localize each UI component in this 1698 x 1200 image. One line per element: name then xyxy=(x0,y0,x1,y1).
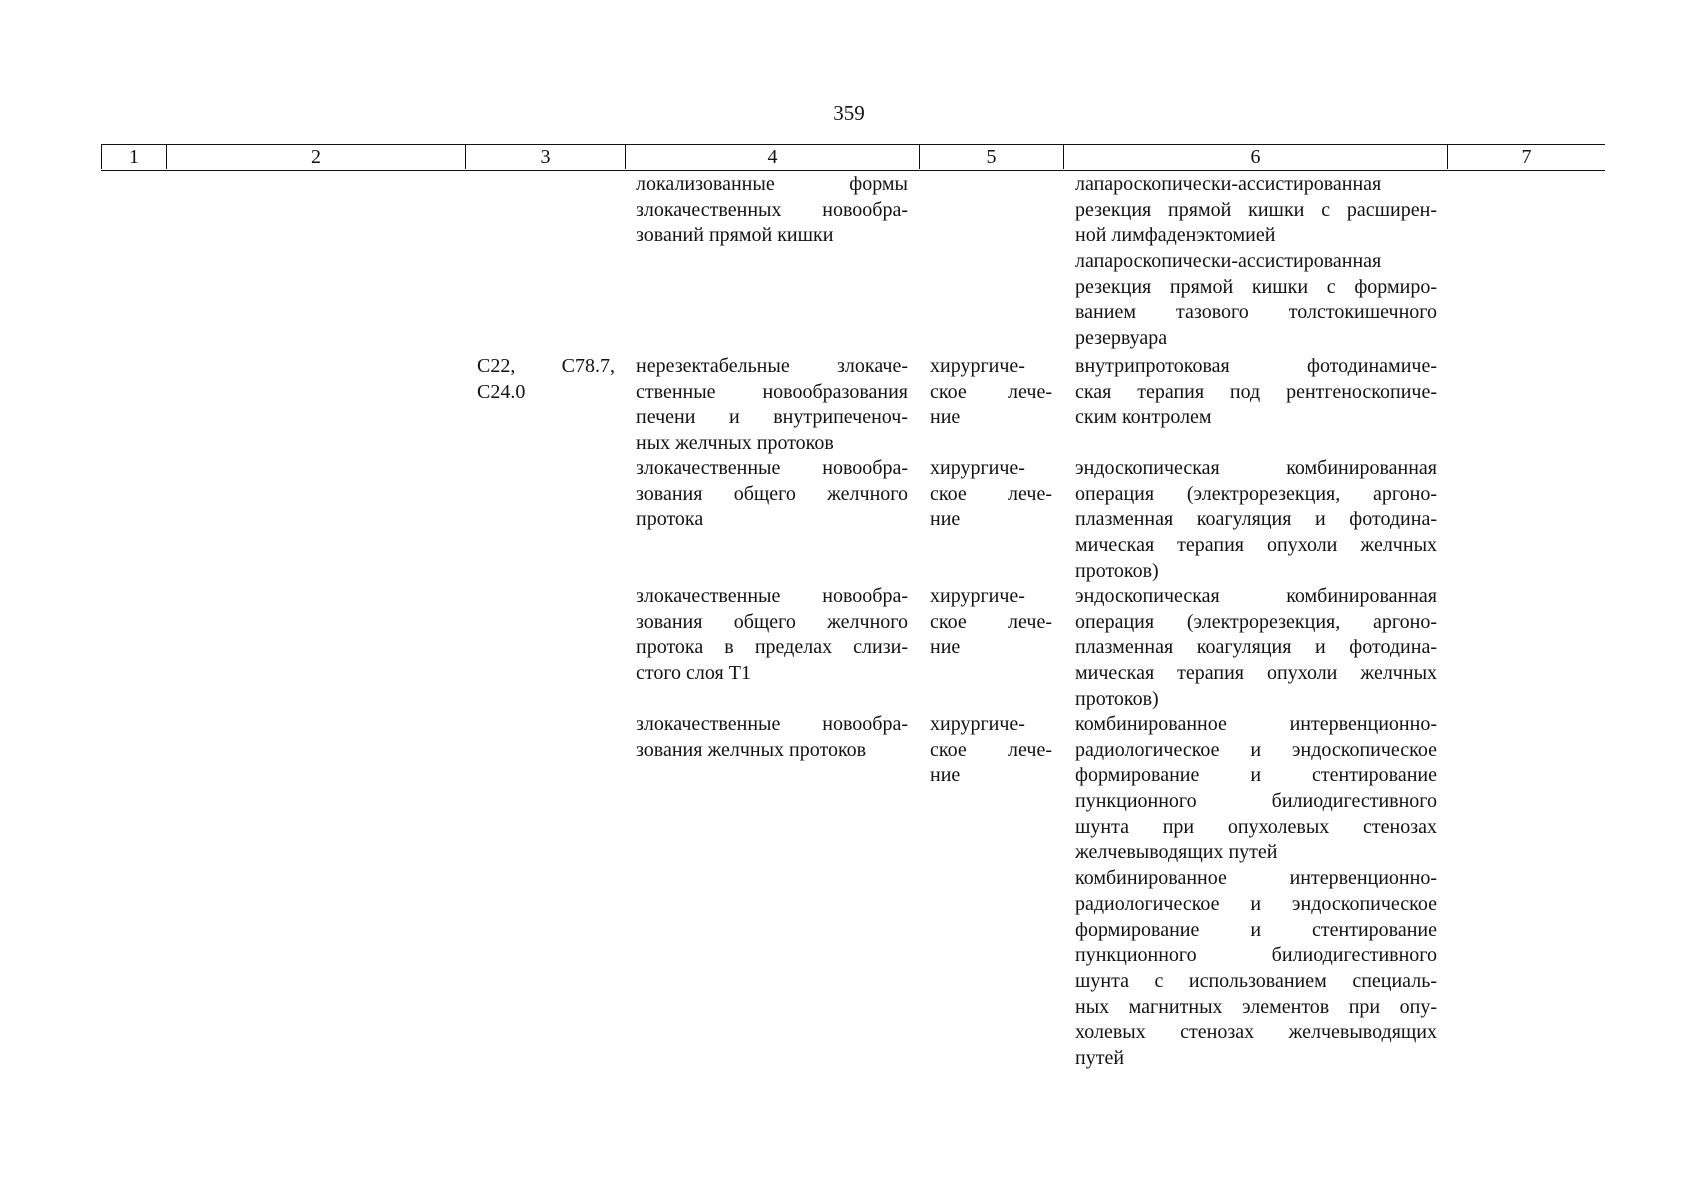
cell-text-line: шунта при опухолевых стенозах xyxy=(1075,815,1437,838)
diagnosis-cell xyxy=(636,354,908,457)
cell-text-line: ская терапия под рентгеноскопиче- xyxy=(1075,380,1437,403)
cell-text-line: ским контролем xyxy=(1075,406,1212,429)
cell-text-line: стого слоя T1 xyxy=(636,662,751,685)
cell-text-line: пункционного билиодигестивного xyxy=(1075,944,1437,967)
diagnosis-cell xyxy=(636,584,908,687)
cell-text-line: эндоскопическая комбинированная xyxy=(1075,585,1437,607)
method-cell xyxy=(1075,712,1437,1072)
cell-text-line: печени и внутрипеченоч- xyxy=(636,406,908,429)
cell-text-line: C22, C78.7, xyxy=(477,355,615,377)
cell-text-line: плазменная коагуляция и фотодина- xyxy=(1075,508,1437,531)
cell-text-line: ское лече- xyxy=(930,610,1052,633)
cell-text-line: операция (электрорезекция, аргоно- xyxy=(1075,610,1437,633)
cell-text-line: лапароскопически-ассистированная xyxy=(1075,250,1382,273)
cell-text-line: комбинированное интервенционно- xyxy=(1075,867,1437,890)
cell-text-line: хирургиче- xyxy=(930,355,1025,377)
cell-text-line: злокачественные новообра- xyxy=(636,713,908,735)
cell-text-line: хирургиче- xyxy=(930,585,1025,607)
header-cell-2: 2 xyxy=(167,145,466,169)
cell-text-line: хирургиче- xyxy=(930,457,1025,479)
cell-text-line: злокачественных новообра- xyxy=(636,198,908,221)
cell-text-line: желчевыводящих путей xyxy=(1075,841,1278,864)
cell-text-line: эндоскопическая комбинированная xyxy=(1075,457,1437,479)
cell-text-line: плазменная коагуляция и фотодина- xyxy=(1075,636,1437,659)
cell-text-line: лапароскопически-ассистированная xyxy=(1075,173,1382,195)
cell-text-line: зования общего желчного xyxy=(636,610,908,633)
header-cell-7: 7 xyxy=(1521,146,1532,168)
cell-text-line: злокачественные новообра- xyxy=(636,585,908,607)
cell-text-line: комбинированное интервенционно- xyxy=(1075,713,1437,735)
cell-text-line: ние xyxy=(930,508,961,531)
cell-text-line: резекция прямой кишки с расширен- xyxy=(1075,198,1437,221)
cell-text-line: ское лече- xyxy=(930,380,1052,403)
method-cell xyxy=(1075,584,1437,712)
method-cell xyxy=(1075,354,1437,431)
header-cell-4: 4 xyxy=(626,145,920,169)
treatment-type-cell xyxy=(930,712,1052,789)
cell-text-line: хирургиче- xyxy=(930,713,1025,735)
cell-text-line: шунта с использованием специаль- xyxy=(1075,969,1437,992)
cell-text-line: резекция прямой кишки с формиро- xyxy=(1075,275,1437,298)
diagnosis-cell xyxy=(636,456,908,533)
cell-text-line: ское лече- xyxy=(930,738,1052,761)
cell-text-line: протоков) xyxy=(1075,687,1159,710)
cell-text-line: радиологическое и эндоскопическое xyxy=(1075,892,1437,915)
treatment-type-cell xyxy=(930,584,1052,661)
cell-text-line: пункционного билиодигестивного xyxy=(1075,790,1437,813)
cell-text-line: холевых стенозах желчевыводящих xyxy=(1075,1021,1437,1044)
cell-text-line: ных магнитных элементов при опу- xyxy=(1075,995,1437,1018)
method-cell xyxy=(1075,172,1437,352)
cell-text-line: формирование и стентирование xyxy=(1075,764,1437,787)
cell-text-line: протоков) xyxy=(1075,559,1159,582)
treatment-type-cell xyxy=(930,354,1052,431)
method-cell xyxy=(1075,456,1437,584)
cell-text-line: зований прямой кишки xyxy=(636,224,834,247)
diagnosis-cell xyxy=(636,172,908,249)
cell-text-line: нерезектабельные злокаче- xyxy=(636,355,908,377)
cell-text-line: локализованные формы xyxy=(636,173,908,195)
cell-text-line: ние xyxy=(930,406,961,429)
diagnosis-cell xyxy=(636,712,908,763)
cell-text-line: внутрипротоковая фотодинамиче- xyxy=(1075,355,1437,377)
cell-text-line: ной лимфаденэктомией xyxy=(1075,224,1276,247)
cell-text-line: формирование и стентирование xyxy=(1075,918,1437,941)
table-header-row xyxy=(101,144,1605,171)
cell-text-line: радиологическое и эндоскопическое xyxy=(1075,738,1437,761)
cell-text-line: зования общего желчного xyxy=(636,482,908,505)
cell-text-line: ванием тазового толстокишечного xyxy=(1075,301,1437,324)
header-cell-5: 5 xyxy=(920,145,1064,169)
cell-text-line: протока в пределах слизи- xyxy=(636,636,908,659)
page-number: 359 xyxy=(833,101,865,125)
header-cell-6: 6 xyxy=(1064,145,1448,169)
cell-text-line: мическая терапия опухоли желчных xyxy=(1075,534,1437,557)
treatment-type-cell xyxy=(930,456,1052,533)
cell-text-line: мическая терапия опухоли желчных xyxy=(1075,662,1437,685)
cell-text-line: ных желчных протоков xyxy=(636,432,834,455)
cell-text-line: ние xyxy=(930,764,961,787)
cell-text-line: ние xyxy=(930,636,961,659)
cell-text-line: путей xyxy=(1075,1046,1125,1069)
cell-text-line: злокачественные новообра- xyxy=(636,457,908,479)
cell-text-line: C24.0 xyxy=(477,380,526,403)
code-cell xyxy=(477,354,615,405)
cell-text-line: зования желчных протоков xyxy=(636,738,867,761)
cell-text-line: ственные новообразования xyxy=(636,380,908,403)
cell-text-line: ское лече- xyxy=(930,482,1052,505)
cell-text-line: резервуара xyxy=(1075,327,1168,350)
header-cell-1: 1 xyxy=(101,145,167,169)
cell-text-line: операция (электрорезекция, аргоно- xyxy=(1075,482,1437,505)
cell-text-line: протока xyxy=(636,508,704,531)
header-cell-3: 3 xyxy=(466,145,626,169)
